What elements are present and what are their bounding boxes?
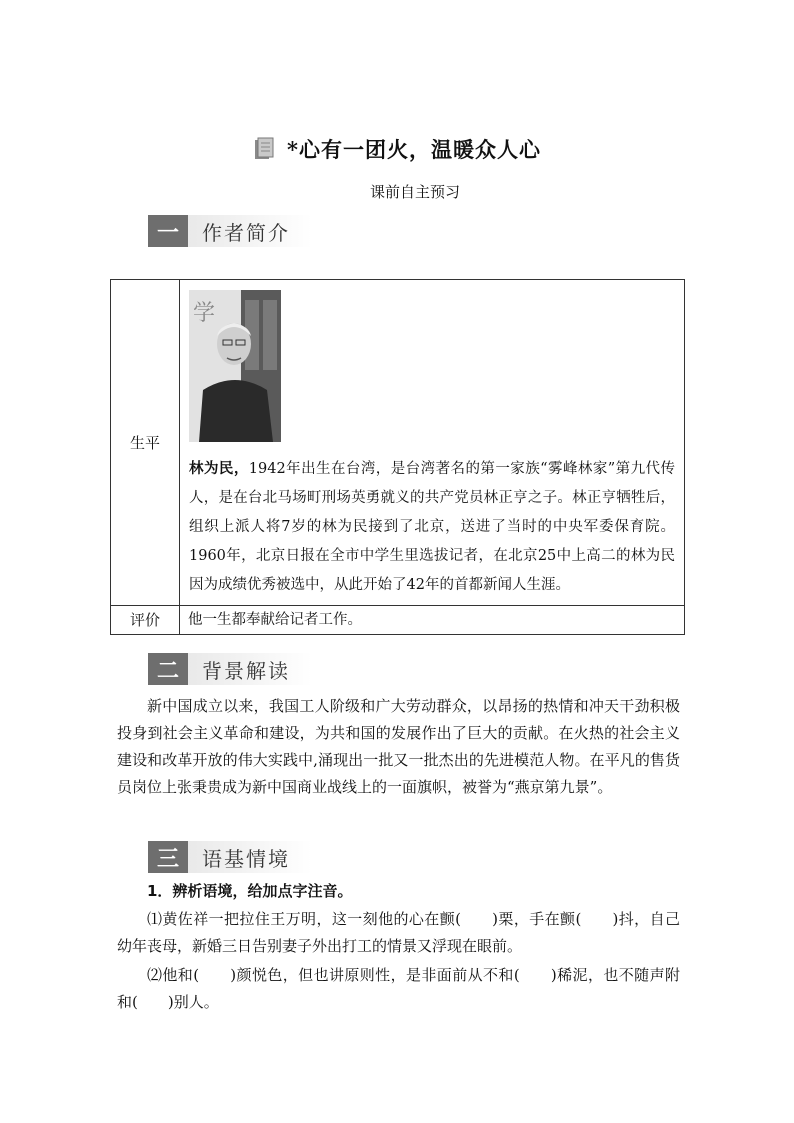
eval-label: 评价 [111, 606, 180, 635]
title-row [0, 134, 794, 164]
author-bio [189, 454, 675, 600]
author-table [110, 279, 685, 635]
question-item-1: ⑴黄佐祥一把拉住王万明，这一刻他的心在颤( )栗，手在颤( )抖，自己幼年丧母，新婚三日告别妻子外出打工的情景又浮现在眼前。 [117, 910, 680, 955]
question-item-2: ⑵他和( )颜悦色，但也讲原则性，是非面前从不和( )稀泥，也不随声附和( )别人。 [117, 966, 680, 1011]
life-row [111, 280, 685, 606]
section-header-author [148, 214, 312, 248]
page-title: *心有一团火，温暖众人心 [287, 137, 541, 162]
svg-text:学: 学 [193, 301, 216, 326]
question-heading: 1．辨析语境，给加点字注音。 [147, 882, 353, 900]
page-subtitle: 课前自主预习 [369, 183, 460, 201]
section-header-language [148, 840, 312, 874]
background-paragraph: 新中国成立以来，我国工人阶级和广大劳动群众，以昂扬的热情和冲天干劲积极投身到社会主义革命和建设，为共和国的发展作出了巨大的贡献。在火热的社会主义建设和改革开放的伟大实践中,涌现出一批又一批杰出的先进模范人物。在平凡的售货员岗位上张秉贵成为新中国商业战线上的一面旗帜，被誉为“燕京第九景”。 [117, 697, 680, 796]
section-title: 语基情境 [188, 841, 312, 873]
author-name: 林为民， [189, 460, 249, 477]
life-content [180, 280, 685, 606]
eval-text: 他一生都奉献给记者工作。 [180, 606, 685, 635]
section-header-background [148, 652, 312, 686]
author-bio-text: 1942年出生在台湾，是台湾著名的第一家族“雾峰林家”第九代传人，是在台北马场町刑场英勇就义的共产党员林正亨之子。林正亨牺牲后，组织上派人将7岁的林为民接到了北京，送进了当时的中央军委保育院。1960年，北京日报在全市中学生里选拔记者，在北京25中上高二的林为民因为成绩优秀被选中，从此开始了42年的首都新闻人生涯。 [189, 461, 675, 593]
section-title: 作者简介 [188, 215, 312, 247]
section-number: 三 [148, 841, 188, 873]
book-icon [253, 137, 277, 161]
author-photo [189, 290, 281, 442]
eval-row [111, 606, 685, 635]
life-label: 生平 [111, 280, 180, 606]
section-number: 二 [148, 653, 188, 685]
section-number: 一 [148, 215, 188, 247]
section-title: 背景解读 [188, 653, 312, 685]
